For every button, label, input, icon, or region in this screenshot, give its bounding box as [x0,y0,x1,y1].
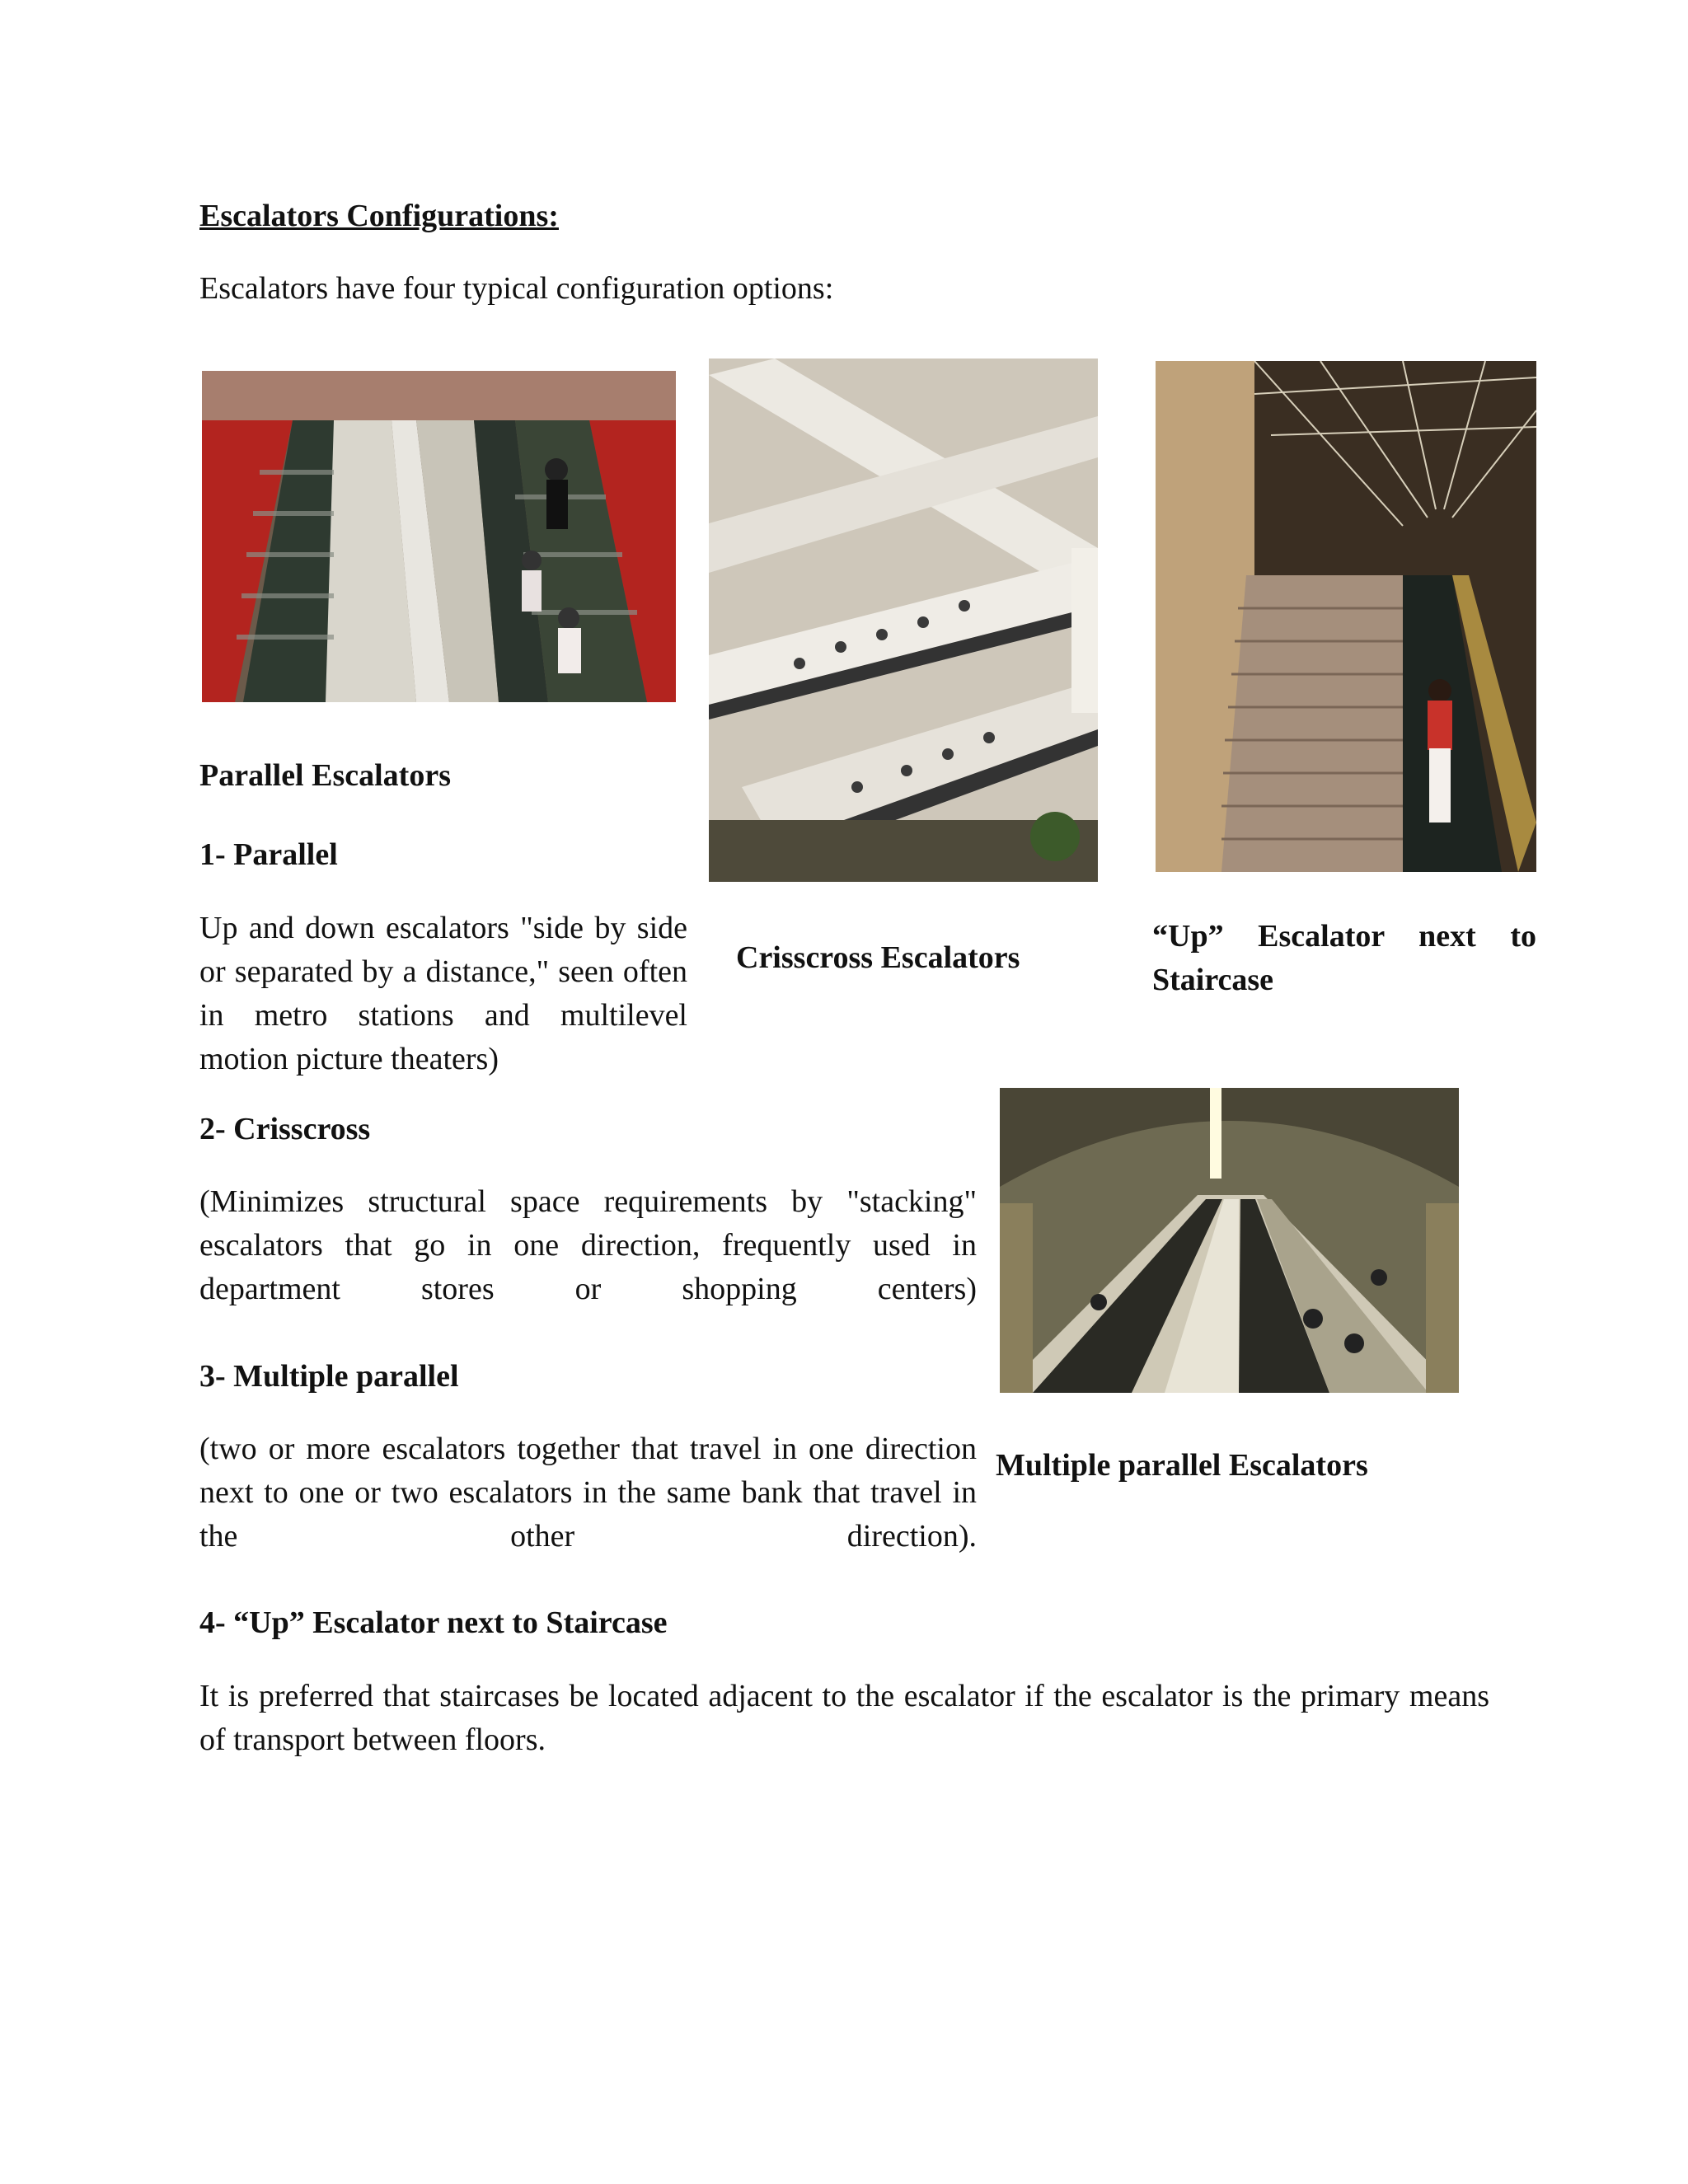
parallel-escalators-photo [202,371,676,702]
up-staircase-caption: “Up” Escalator next to Staircase [1152,919,1536,997]
section-3-text: (two or more escalators together that travel in one direction next to one or two escalators in the same bank that travel in the other direction). [199,1432,977,1554]
multiple-caption: Multiple parallel Escalators [996,1448,1368,1483]
section-2-title: 2- Crisscross [199,1112,371,1146]
section-4-text: It is preferred that staircases be located adjacent to the escalator if the escalator is the primary means of transport between floors. [199,1679,1489,1757]
section-1-title: 1- Parallel [199,837,338,872]
crisscross-escalators-photo [709,359,1098,882]
parallel-caption: Parallel Escalators [199,758,451,793]
page-title: Escalators Configurations: [199,199,559,233]
section-2-text: (Minimizes structural space requirements by "stacking" escalators that go in one direction, frequently used in department stores or shopping centers) [199,1184,977,1306]
multiple-parallel-escalators-photo [1000,1088,1459,1393]
crisscross-caption: Crisscross Escalators [736,940,1020,975]
up-escalator-staircase-photo [1156,361,1536,872]
section-3-title: 3- Multiple parallel [199,1359,459,1394]
intro-text: Escalators have four typical configuration options: [199,271,834,306]
section-4-title: 4- “Up” Escalator next to Staircase [199,1605,668,1640]
section-1-text: Up and down escalators "side by side or separated by a distance," seen often in metro stations and multilevel motion picture theaters) [199,911,687,1076]
